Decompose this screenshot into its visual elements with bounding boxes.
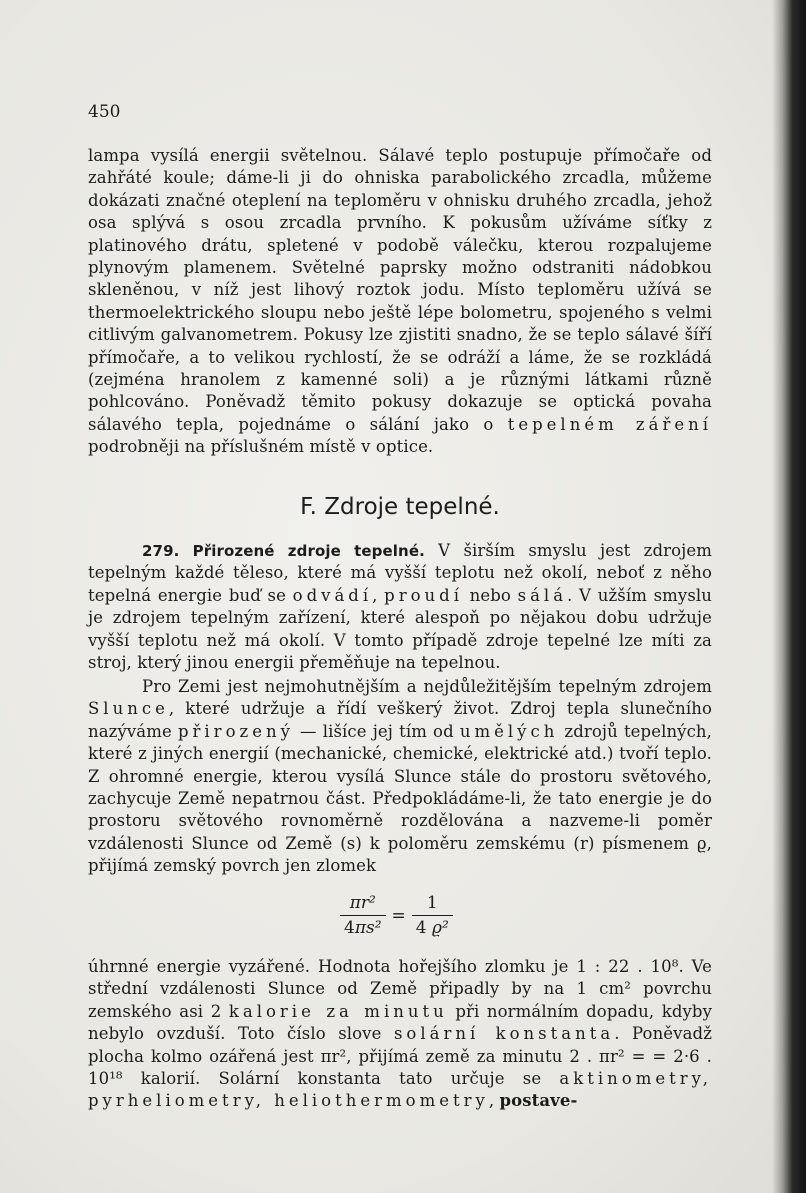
paragraph-text: úhrnné energie vyzářené. Hodnota hořejšího zlomku je 1 : 22 . 10⁸. Ve střední vzdálenosti Slunce od Země připadly by na 1 cm² povrchu zemského asi 2 bbox=[88, 957, 712, 1021]
left-denominator-term: πs² bbox=[354, 918, 382, 938]
book-spine-shadow bbox=[772, 0, 806, 1193]
emphasis-text: přirozený bbox=[177, 721, 294, 741]
emphasis-text: odvádí bbox=[292, 585, 373, 605]
paragraph-text: , bbox=[372, 585, 385, 605]
paragraph-text: . V užším smyslu je zdrojem tepelným zařízení, které alespoň po nějakou dobu udržuje vyšší teplotu než má okolí. V tomto případě zdroje tepelné lze míti za stroj, který jinou energii přeměňuje na tepelnou. bbox=[88, 585, 713, 673]
fraction-formula bbox=[340, 893, 453, 938]
emphasis-text: tepelném záření bbox=[507, 414, 713, 434]
paragraph-text: . Poněvadž plocha kolmo ozářená jest πr², přijímá země za minutu 2 . πr² = = 2·6 . 10¹⁸ kalorií. Solární konstanta tato určuje se bbox=[88, 1024, 712, 1089]
right-fraction bbox=[412, 893, 453, 938]
emphasis-text: umělých bbox=[459, 721, 559, 741]
paragraph-text: — lišíce jej tím od bbox=[293, 721, 460, 741]
paragraph-solar-constant bbox=[88, 956, 712, 1113]
paragraph-text: Pro Zemi jest nejmohutnějším a nejdůležitějším tepelným zdrojem bbox=[142, 677, 712, 696]
paragraph-text: lampa vysílá energii světelnou. Sálavé teplo postupuje přímočaře od zahřáté koule; dáme-li ji do ohniska parabolického zrcadla, můžeme dokázati značné oteplení na teploměru v ohnisku druhého zrcadla, jehož osa splývá s osou zrcadla prvního. K pokusům užíváme síťky z platinového drátu, spletené v podobě válečku, kterou rozpalujeme plynovým plamenem. Světelné paprsky možno odstraniti nádobkou skleněnou, v níž jest lihový roztok jodu. Místo teploměru užívá se thermoelektrického sloupu nebo ještě lépe bolometru, spojeného s velmi citlivým galvanometrem. Pokusy lze zjistiti snadno, že se teplo sálavé šíří přímočaře, a to velikou rychlostí, že se odráží a láme, že se rozkládá (zejména hranolem z kamenné soli) a je různými látkami různě pohlcováno. Poněvadž těmito pokusy dokazuje se optická povaha sálavého tepla, pojednáme o sálání jako o bbox=[88, 146, 712, 434]
left-denominator bbox=[340, 915, 386, 938]
left-fraction bbox=[340, 893, 386, 938]
right-denominator-coefficient: 4 bbox=[415, 918, 427, 938]
bold-text: postave- bbox=[499, 1091, 578, 1111]
paragraph-text: V širším smyslu jest zdrojem tepelným každé těleso, které má vyšší teplotu než okolí, neboť z něho tepelná energie buď se bbox=[88, 541, 712, 605]
paragraph-text: zdrojů tepelných, které z jiných energií (mechanické, chemické, elektrické atd.) tvoří teplo. Z ohromné energie, kterou vysílá Slunce stále do prostoru světového, zachycuje Země nepatrnou část. Předpokládáme-li, že tato energie je do prostoru světového rovnoměrně rozdělována a nazveme-li poměr vzdálenosti Slunce od Země (s) k poloměru zemskému (r) písmenem ϱ, přijímá zemský povrch jen zlomek bbox=[88, 721, 713, 876]
emphasis-text: Slunce bbox=[88, 699, 169, 719]
emphasis-text: sálá bbox=[517, 585, 568, 605]
right-denominator bbox=[412, 915, 453, 938]
paragraph-text: nebo bbox=[463, 585, 518, 605]
emphasis-text: aktinometry, pyrheliometry, heliothermometry bbox=[88, 1069, 712, 1111]
paragraph-natural-sources bbox=[88, 540, 712, 674]
emphasis-text: proudí bbox=[384, 585, 464, 605]
emphasis-text: solární konstanta bbox=[393, 1024, 615, 1044]
paragraph-text: při normálním dopadu, kdyby nebylo ovzduší. Toto číslo slove bbox=[88, 1001, 712, 1044]
right-denominator-term: ϱ² bbox=[432, 918, 449, 938]
paragraph-text: , bbox=[488, 1091, 500, 1111]
subsection-lead: 279. Přirozené zdroje tepelné. bbox=[142, 542, 425, 560]
page-number: 450 bbox=[88, 102, 121, 122]
paragraph-sun bbox=[88, 676, 712, 878]
paragraph-text: podrobněji na příslušném místě v optice. bbox=[88, 437, 434, 457]
emphasis-text: kalorie za minutu bbox=[228, 1001, 448, 1021]
paragraph-radiant-heat bbox=[88, 145, 712, 459]
left-numerator: πr² bbox=[349, 893, 376, 913]
right-numerator: 1 bbox=[426, 893, 438, 913]
paragraph-text: , které udržuje a řídí veškerý život. Zdroj tepla slunečního nazýváme bbox=[88, 699, 712, 741]
left-denominator-coefficient: 4 bbox=[344, 918, 355, 938]
equals-sign: = bbox=[391, 905, 406, 926]
section-heading: F. Zdroje tepelné. bbox=[300, 494, 500, 520]
